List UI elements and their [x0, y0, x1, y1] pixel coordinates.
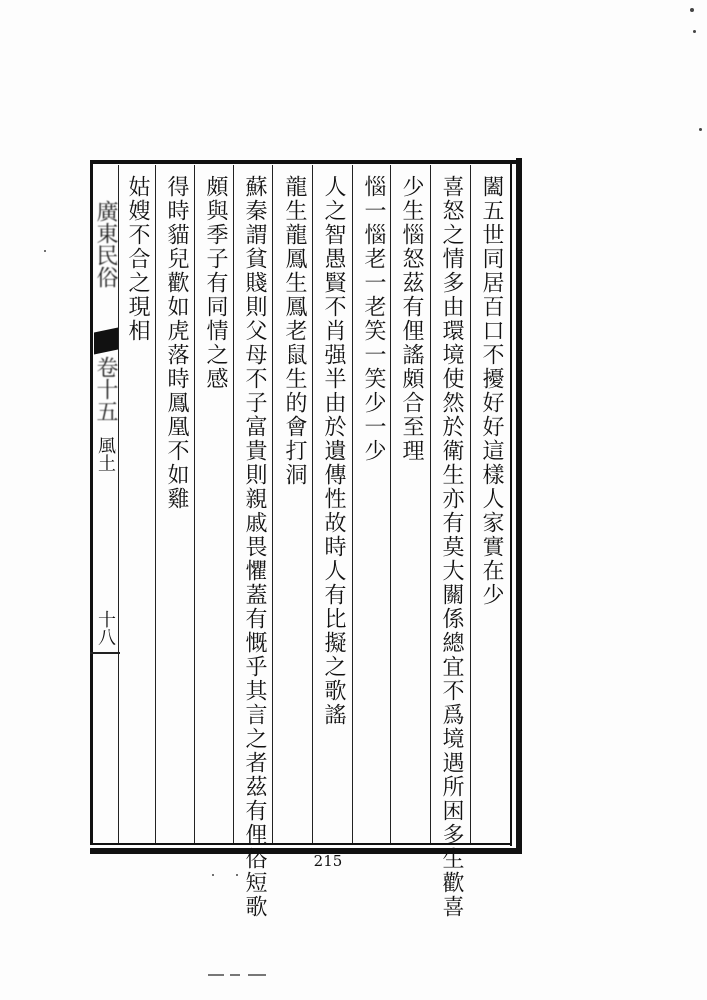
scan-mark — [230, 974, 240, 976]
page-number: 215 — [313, 852, 343, 870]
scan-speck — [693, 30, 696, 33]
scan-speck — [236, 874, 238, 876]
text-column: 姑嫂不合之現相 — [125, 175, 150, 343]
margin-volume: 卷十五 — [93, 356, 118, 422]
margin-category: 風土 — [95, 436, 116, 472]
scan-mark — [248, 974, 266, 976]
frame-top-border — [90, 160, 522, 164]
text-column: 闔五世同居百口不擾好好這樣人家實在少 — [479, 175, 504, 607]
margin-divider — [118, 165, 119, 843]
text-column: 惱一惱老一老笑一笑少一少 — [361, 175, 386, 463]
scan-speck — [44, 250, 46, 252]
margin-fishtail-mark — [94, 327, 118, 354]
column-divider — [155, 165, 156, 843]
scan-mark — [208, 974, 224, 976]
text-column: 喜怒之情多由環境使然於衛生亦有莫大關係總宜不爲境遇所困多生歡喜 — [439, 175, 464, 919]
scan-speck — [699, 128, 702, 131]
column-divider — [272, 165, 273, 843]
text-column: 人之智愚賢不肖强半由於遺傳性故時人有比擬之歌謠 — [321, 175, 346, 727]
column-divider — [194, 165, 195, 843]
scan-speck — [690, 8, 694, 12]
frame-right-inner-border — [510, 164, 512, 846]
column-divider — [352, 165, 353, 843]
text-column: 少生惱怒茲有俚謠頗合至理 — [399, 175, 424, 463]
text-column: 頗與季子有同情之感 — [203, 175, 228, 391]
scan-speck — [212, 874, 214, 876]
column-divider — [233, 165, 234, 843]
margin-book-title: 廣東民俗 — [93, 200, 118, 288]
column-divider — [430, 165, 431, 843]
column-divider — [390, 165, 391, 843]
column-divider — [470, 165, 471, 843]
margin-leaf-number: 十八 — [95, 610, 116, 646]
frame-right-border — [516, 158, 522, 850]
column-divider — [312, 165, 313, 843]
text-column: 龍生龍鳳生鳳老鼠生的會打洞 — [282, 175, 307, 487]
margin-tick — [90, 652, 120, 654]
text-column: 蘇秦謂貧賤則父母不子富貴則親戚畏懼蓋有慨乎其言之者茲有俚俗短歌 — [242, 175, 267, 919]
text-column: 得時貓兒歡如虎落時鳳凰不如雞 — [164, 175, 189, 511]
